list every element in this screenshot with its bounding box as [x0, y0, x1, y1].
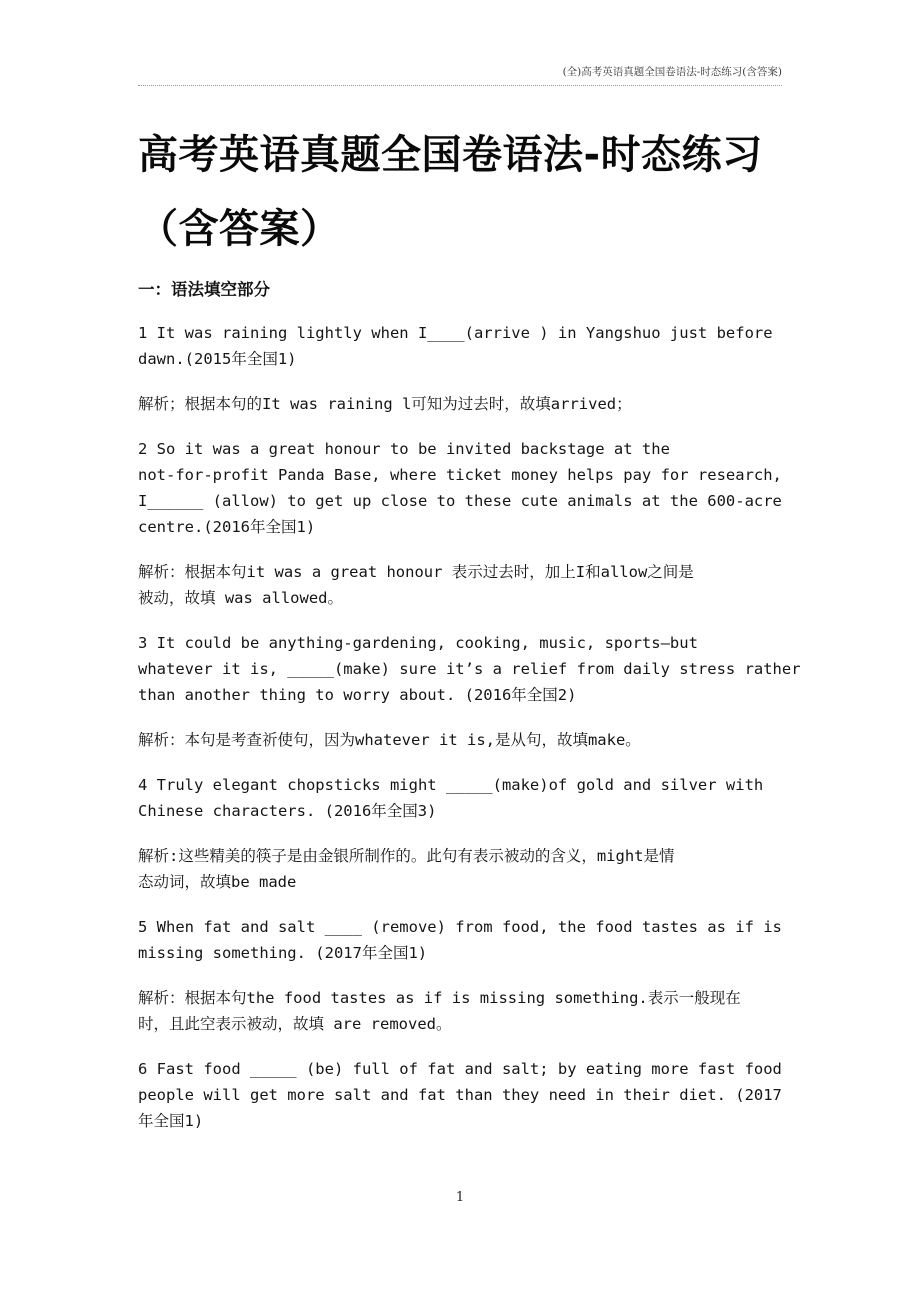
document-title: 高考英语真题全国卷语法-时态练习 （含答案） — [138, 132, 763, 252]
explanation-3: 解析：本句是考查祈使句，因为whatever it is,是从句，故填make。 — [138, 731, 641, 749]
section-heading: 一：语法填空部分 — [138, 280, 270, 299]
explanation-5: 解析：根据本句the food tastes as if is missing something.表示一般现在 时，且此空表示被动，故填 are removed。 — [138, 989, 741, 1033]
question-4: 4 Truly elegant chopsticks might _____(make)of gold and silver with Chinese characters. (2016年全国3) — [138, 776, 764, 820]
explanation-2: 解析：根据本句it was a great honour 表示过去时，加上I和allow之间是 被动，故填 was allowed。 — [138, 563, 694, 607]
question-5: 5 When fat and salt ____ (remove) from food, the food tastes as if is missing something. (2017年全国1) — [138, 918, 782, 962]
document-body — [138, 320, 806, 1153]
question-2: 2 So it was a great honour to be invited backstage at the not-for-profit Panda Base, where ticket money helps pay for research, I______ (allow) to get up close to these cute animals at the 600-acre centre.(2016年全国1) — [138, 440, 782, 536]
explanation-4: 解析:这些精美的筷子是由金银所制作的。此句有表示被动的含义，might是情 态动词，故填be made — [138, 847, 675, 891]
question-6: 6 Fast food _____ (be) full of fat and salt; by eating more fast food people will get more salt and fat than they need in their diet. (2017 年全国1) — [138, 1060, 782, 1130]
explanation-1: 解析；根据本句的It was raining l可知为过去时，故填arrived； — [138, 395, 632, 413]
question-1: 1 It was raining lightly when I____(arrive ) in Yangshuo just before dawn.(2015年全国1) — [138, 324, 773, 368]
page-number: 1 — [455, 1190, 465, 1205]
running-header: (全)高考英语真题全国卷语法-时态练习(含答案) — [138, 64, 782, 86]
question-3: 3 It could be anything-gardening, cooking, music, sports—but whatever it is, _____(make) sure it’s a relief from daily stress rather than another thing to worry about. (2016年全国2) — [138, 634, 801, 704]
